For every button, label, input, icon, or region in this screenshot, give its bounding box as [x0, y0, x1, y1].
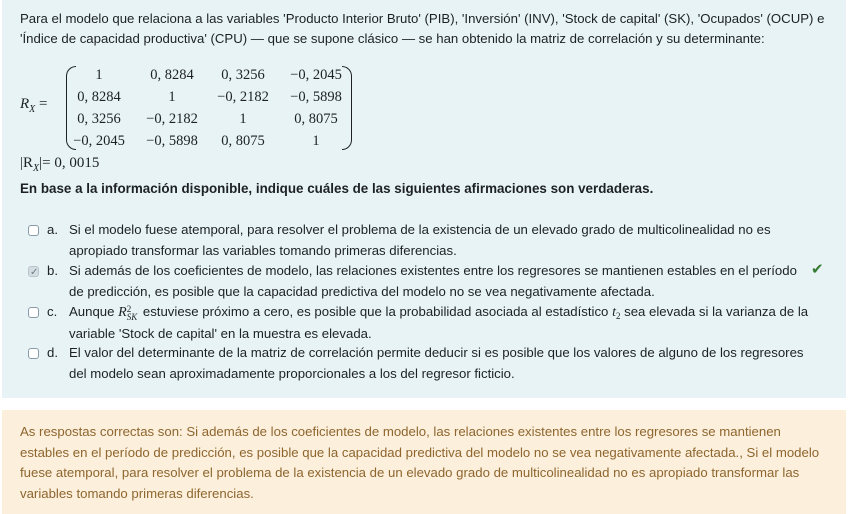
determinant: $|R_X|= 0$, 0015 [20, 155, 100, 174]
question-box [2, 0, 846, 398]
checkbox-c[interactable] [28, 307, 39, 318]
option-text: Aunque R 2 SK estuviese próximo a cero, es posible que la probabilidad asociada al estadístico $t_2$ sea elevada si la varianza de la variable 'Stock de capital' en la muestra es elevada. [69, 303, 809, 341]
matrix-cell: 1 [95, 67, 103, 83]
matrix-cell: 0, 8284 [77, 89, 121, 105]
matrix-cell: −0, 5898 [146, 133, 198, 149]
matrix-cell: 0, 8284 [150, 67, 194, 83]
matrix-cell: 1 [168, 89, 176, 105]
matrix-cell: 0, 8075 [221, 133, 265, 149]
option-text: El valor del determinante de la matriz de correlación permite deducir si es posible que los valores de alguno de los regresores del modelo sean aproximadamente proporcionales a los del regresor ficticio. [69, 345, 804, 381]
correct-check-icon: ✔ [811, 261, 824, 278]
matrix-cell: −0, 2045 [73, 133, 125, 149]
checkbox-d[interactable] [28, 348, 39, 359]
option-text: Si el modelo fuese atemporal, para resolver el problema de la existencia de un elevado grado de multicolinealidad no es apropiado transformar las variables tomando primeras diferencias. [69, 222, 771, 258]
option-letter: c. [47, 304, 58, 319]
checkbox-b[interactable] [28, 266, 39, 277]
option-letter: b. [47, 263, 58, 278]
matrix-cell: 0, 3256 [77, 111, 121, 127]
matrix-cell: 0, 3256 [221, 67, 265, 83]
matrix-label: $R_X$ = [20, 96, 48, 115]
matrix-cell: −0, 2182 [146, 111, 198, 127]
question-intro: Para el modelo que relaciona a las variables 'Producto Interior Bruto' (PIB), 'Inversión' (INV), 'Stock de capital' (SK), 'Ocupados' (OCUP) e 'Índice de capacidad productiva' (CPU) — que se supone clásico — se han obtenido la matriz de correlación y su determinante: [20, 11, 825, 46]
option-letter: d. [47, 345, 58, 360]
correct-answers-feedback: As respostas correctas son: Si además de los coeficientes de modelo, las relaciones existentes entre los regresores se mantienen estables en el período de predicción, es posible que la capacidad predictiva del modelo no se vea negativamente afectada., Si el modelo fuese atemporal, para resolver el problema de la existencia de un elevado grado de multicolinealidad no es apropiado transformar las variables tomando primeras diferencias. [20, 424, 820, 501]
matrix-cell: 1 [312, 133, 320, 149]
matrix-cell: −0, 2045 [290, 67, 342, 83]
matrix-cell: −0, 5898 [290, 89, 342, 105]
matrix-cell: 1 [239, 111, 247, 127]
feedback-box [2, 410, 846, 514]
option-letter: a. [47, 222, 58, 237]
matrix-cell: −0, 2182 [217, 89, 269, 105]
matrix-cell: 0, 8075 [294, 111, 338, 127]
checkbox-a[interactable] [28, 225, 39, 236]
question-prompt: En base a la información disponible, indique cuáles de las siguientes afirmaciones son verdaderas. [20, 181, 654, 196]
option-text: Si además de los coeficientes de modelo, las relaciones existentes entre los regresores se mantienen estables en el período de predicción, es posible que la capacidad predictiva del modelo no se vea negativamente afectada. [69, 263, 797, 299]
